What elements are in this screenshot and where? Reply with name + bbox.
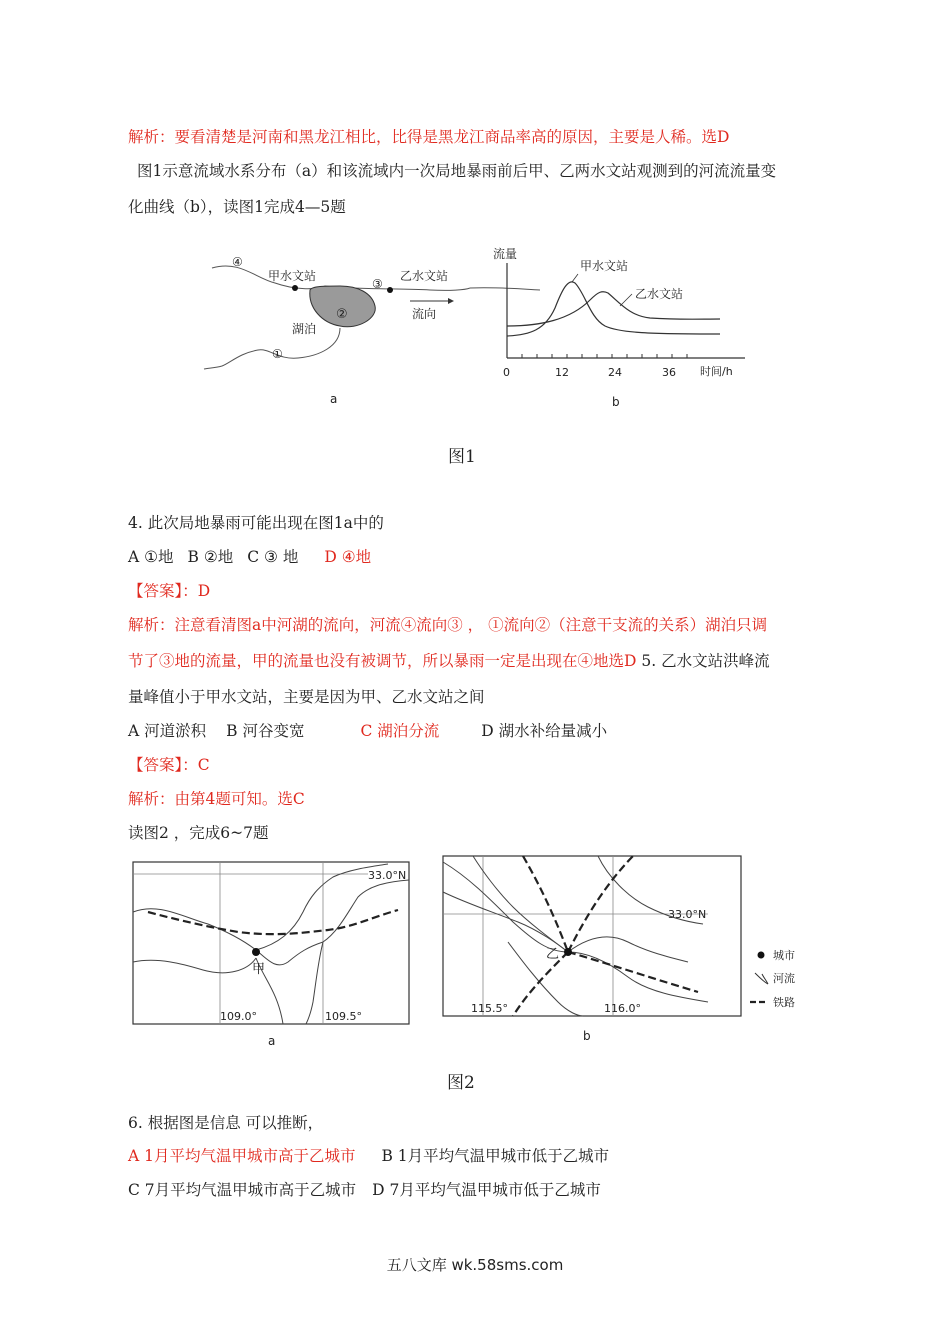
q5-option-b: B 河谷变宽	[226, 722, 305, 740]
yi-flow-curve	[507, 292, 720, 326]
figure-2b-lon1-label: 115.5°	[471, 1002, 508, 1015]
legend-city-label: 城市	[773, 949, 795, 962]
legend-rail-label: 铁路	[773, 996, 795, 1009]
figure-2-svg	[128, 852, 808, 1052]
jia-curve-label: 甲水文站	[580, 259, 629, 273]
figure-1-caption: 图1	[448, 447, 476, 467]
q4-option-d: D ④地	[324, 548, 372, 566]
figure-1a-label: a	[330, 392, 338, 406]
q4-option-c: C ③ 地	[247, 548, 299, 566]
question-6-options-2	[128, 1180, 601, 1200]
analysis-line-1: 解析：要看清楚是河南和黑龙江相比，比得是黑龙江商品率高的原因，主要是人稀。选D	[128, 128, 730, 146]
city-yi-label: 乙	[546, 947, 560, 962]
question-5-options	[128, 721, 607, 741]
question-4-explanation-1: 解析：注意看清图a中河湖的流向，河流④流向③ ， ①流向②（注意干支流的关系）湖泊只调	[128, 616, 768, 634]
figure-2a-label: a	[268, 1034, 276, 1048]
lake-label: 湖泊	[292, 322, 317, 336]
q4-explanation-red: 节了③地的流量，甲的流量也没有被调节，所以暴雨一定是出现在④地选D	[128, 652, 637, 670]
city-yi-dot	[564, 948, 572, 956]
q6-option-c: C 7月平均气温甲城市高于乙城市	[128, 1181, 357, 1199]
question-4-options	[128, 547, 371, 567]
figure-2b-label: b	[583, 1029, 591, 1043]
question-5-cont: 量峰值小于甲水文站，主要是因为甲、乙水文站之间	[128, 688, 485, 706]
question-4: 4. 此次局地暴雨可能出现在图1a中的	[128, 514, 384, 532]
jia-station-label: 甲水文站	[268, 269, 317, 283]
read-figure-2: 读图2 ，完成6~7题	[128, 824, 269, 842]
intro-line-1: 图1示意流域水系分布（a）和该流域内一次局地暴雨前后甲、乙两水文站观测到的河流流量变	[137, 162, 777, 180]
q5-option-c: C 湖泊分流	[360, 722, 440, 740]
question-5-explanation: 解析：由第4题可知。选C	[128, 790, 305, 808]
legend-city-icon	[758, 952, 765, 959]
y-axis-label: 流量	[493, 247, 518, 261]
intro-line-2: 化曲线（b），读图1完成4—5题	[128, 198, 346, 216]
yi-station-dot	[387, 287, 393, 293]
question-4-answer: 【答案】：D	[128, 582, 211, 600]
figure-1a-map	[204, 255, 540, 406]
q5-option-d: D 湖水补给量减小	[481, 722, 608, 740]
q5-option-a: A 河道淤积	[128, 722, 207, 740]
question-5-start: 5. 乙水文站洪峰流	[636, 652, 770, 670]
figure-2b-lon2-label: 116.0°	[604, 1002, 641, 1015]
question-6-options-1	[128, 1146, 609, 1166]
legend-river-label: 河流	[773, 972, 795, 985]
q6-option-a: A 1月平均气温甲城市高于乙城市	[128, 1147, 356, 1165]
footer-watermark[interactable]: 五八文库 wk.58sms.com	[386, 1256, 564, 1274]
figure-2-caption: 图2	[447, 1073, 475, 1093]
marker-1: ①	[272, 347, 283, 361]
figure-2a-lon2-label: 109.5°	[325, 1010, 362, 1023]
marker-2: ②	[336, 307, 348, 322]
yi-station-label: 乙水文站	[400, 269, 449, 283]
city-jia-dot	[252, 948, 260, 956]
city-jia-label: 甲	[252, 962, 266, 977]
q6-option-b: B 1月平均气温甲城市低于乙城市	[381, 1147, 610, 1165]
figure-1b-hydrograph	[493, 246, 745, 409]
jia-station-dot	[292, 285, 298, 291]
flow-direction-label: 流向	[412, 307, 437, 321]
q6-option-d: D 7月平均气温甲城市低于乙城市	[372, 1181, 601, 1199]
tick-12: 12	[555, 366, 569, 379]
yi-curve-label: 乙水文站	[635, 287, 684, 301]
q4-option-a: A ①地	[128, 548, 174, 566]
tick-24: 24	[608, 366, 622, 379]
figure-1	[200, 238, 760, 422]
figure-2b-lat-label: 33.0°N	[668, 908, 707, 921]
figure-2a-map	[133, 862, 409, 1048]
figure-2a-lon1-label: 109.0°	[220, 1010, 257, 1023]
legend-river-icon	[755, 973, 768, 984]
figure-2	[128, 852, 808, 1056]
figure-1b-label: b	[612, 395, 620, 409]
x-axis-label: 时间/h	[700, 365, 733, 378]
question-4-explanation-2	[128, 651, 770, 671]
figure-2b-map	[443, 856, 795, 1043]
figure-1-svg	[200, 238, 760, 418]
question-6: 6. 根据图是信息 可以推断，	[128, 1114, 324, 1132]
marker-4: ④	[232, 255, 243, 269]
q4-option-b: B ②地	[187, 548, 234, 566]
tick-36: 36	[662, 366, 676, 379]
question-5-answer: 【答案】：C	[128, 756, 210, 774]
tick-0: 0	[503, 366, 510, 379]
figure-2a-lat-label: 33.0°N	[368, 869, 407, 882]
marker-3: ③	[372, 277, 383, 291]
